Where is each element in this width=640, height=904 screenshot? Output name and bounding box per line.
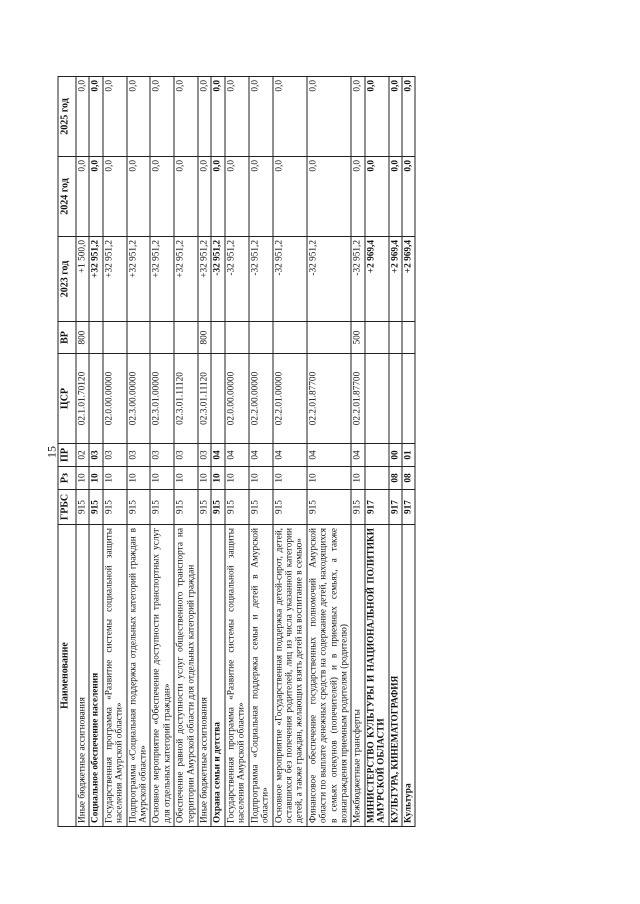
cell-pr: 03 bbox=[89, 444, 102, 467]
cell-vr: 800 bbox=[76, 322, 89, 354]
cell-vr bbox=[103, 322, 127, 354]
cell-2024: 0,0 bbox=[76, 157, 89, 237]
cell-rz: 10 bbox=[103, 467, 127, 490]
cell-vr: 800 bbox=[198, 322, 211, 354]
table-row bbox=[76, 77, 89, 827]
cell-2023: +32 951,2 bbox=[103, 237, 127, 322]
cell-name: МИНИСТЕРСТВО КУЛЬТУРЫ И НАЦИОНАЛЬНОЙ ПОЛИТИКИ АМУРСКОЙ ОБЛАСТИ bbox=[365, 525, 389, 827]
table-row bbox=[307, 77, 352, 827]
cell-rz: 10 bbox=[273, 467, 307, 490]
cell-rz: 10 bbox=[76, 467, 89, 490]
cell-rz: 10 bbox=[211, 467, 224, 490]
cell-name: КУЛЬТУРА, КИНЕМАТОГРАФИЯ bbox=[389, 525, 402, 827]
cell-2023: +32 951,2 bbox=[127, 237, 151, 322]
cell-csr: 02.2.00.00000 bbox=[249, 354, 273, 444]
cell-pr: 04 bbox=[249, 444, 273, 467]
cell-2023: -32 951,2 bbox=[249, 237, 273, 322]
cell-2023: -32 951,2 bbox=[273, 237, 307, 322]
cell-rz: 10 bbox=[150, 467, 174, 490]
col-header-name: Наименование bbox=[58, 525, 76, 827]
cell-2024: 0,0 bbox=[103, 157, 127, 237]
cell-2024: 0,0 bbox=[89, 157, 102, 237]
cell-csr: 02.0.00.00000 bbox=[103, 354, 127, 444]
cell-pr bbox=[365, 444, 389, 467]
cell-vr bbox=[273, 322, 307, 354]
cell-vr bbox=[127, 322, 151, 354]
cell-2024: 0,0 bbox=[174, 157, 198, 237]
cell-2024: 0,0 bbox=[402, 157, 415, 237]
cell-vr bbox=[365, 322, 389, 354]
cell-grbs: 915 bbox=[225, 490, 249, 525]
col-header-pr: ПР bbox=[58, 444, 76, 467]
cell-2025: 0,0 bbox=[174, 77, 198, 157]
cell-pr: 03 bbox=[150, 444, 174, 467]
cell-name: Культура bbox=[402, 525, 415, 827]
cell-2024: 0,0 bbox=[307, 157, 352, 237]
cell-grbs: 915 bbox=[103, 490, 127, 525]
cell-rz: 10 bbox=[89, 467, 102, 490]
cell-name: Иные бюджетные ассигнования bbox=[198, 525, 211, 827]
col-header-rz: Рз bbox=[58, 467, 76, 490]
cell-csr bbox=[211, 354, 224, 444]
cell-2023: +32 951,2 bbox=[89, 237, 102, 322]
cell-pr: 00 bbox=[389, 444, 402, 467]
cell-2025: 0,0 bbox=[249, 77, 273, 157]
cell-2025: 0,0 bbox=[389, 77, 402, 157]
cell-2024: 0,0 bbox=[351, 157, 364, 237]
cell-2023: +32 951,2 bbox=[174, 237, 198, 322]
cell-csr: 02.3.01.11120 bbox=[174, 354, 198, 444]
cell-2023: -32 951,2 bbox=[307, 237, 352, 322]
cell-2024: 0,0 bbox=[249, 157, 273, 237]
cell-vr bbox=[211, 322, 224, 354]
col-header-2024: 2024 год bbox=[58, 157, 76, 237]
cell-grbs: 915 bbox=[211, 490, 224, 525]
cell-pr: 03 bbox=[174, 444, 198, 467]
cell-2025: 0,0 bbox=[365, 77, 389, 157]
cell-vr: 500 bbox=[351, 322, 364, 354]
page-number: 15 bbox=[44, 446, 59, 458]
cell-rz: 08 bbox=[389, 467, 402, 490]
cell-2023: -32 951,2 bbox=[225, 237, 249, 322]
cell-pr: 04 bbox=[211, 444, 224, 467]
cell-rz: 08 bbox=[402, 467, 415, 490]
cell-2025: 0,0 bbox=[103, 77, 127, 157]
cell-2023: +32 951,2 bbox=[198, 237, 211, 322]
cell-2023: +2 969,4 bbox=[365, 237, 389, 322]
table-row bbox=[365, 77, 389, 827]
cell-csr: 02.2.01.87700 bbox=[307, 354, 352, 444]
cell-grbs: 915 bbox=[198, 490, 211, 525]
rotated-table-container bbox=[58, 77, 583, 827]
cell-grbs: 915 bbox=[307, 490, 352, 525]
cell-rz: 10 bbox=[198, 467, 211, 490]
cell-pr: 02 bbox=[76, 444, 89, 467]
cell-2025: 0,0 bbox=[351, 77, 364, 157]
cell-name: Охрана семьи и детства bbox=[211, 525, 224, 827]
cell-grbs: 915 bbox=[89, 490, 102, 525]
cell-2025: 0,0 bbox=[225, 77, 249, 157]
cell-name: Обеспечение равной доступности услуг общественного транспорта на территории Амурской области для отдельных категорий граждан bbox=[174, 525, 198, 827]
cell-2024: 0,0 bbox=[365, 157, 389, 237]
cell-name: Иные бюджетные ассигнования bbox=[76, 525, 89, 827]
cell-2025: 0,0 bbox=[307, 77, 352, 157]
cell-2025: 0,0 bbox=[211, 77, 224, 157]
cell-name: Подпрограмма «Социальная поддержка семьи и детей в Амурской области» bbox=[249, 525, 273, 827]
cell-pr: 03 bbox=[127, 444, 151, 467]
cell-grbs: 917 bbox=[402, 490, 415, 525]
table-row bbox=[89, 77, 102, 827]
cell-rz: 10 bbox=[249, 467, 273, 490]
cell-pr: 04 bbox=[307, 444, 352, 467]
table-row bbox=[273, 77, 307, 827]
cell-name: Подпрограмма «Социальная поддержка отдельных категорий граждан в Амурской области» bbox=[127, 525, 151, 827]
cell-rz: 10 bbox=[351, 467, 364, 490]
cell-2024: 0,0 bbox=[127, 157, 151, 237]
cell-vr bbox=[402, 322, 415, 354]
cell-pr: 03 bbox=[103, 444, 127, 467]
cell-csr: 02.3.01.00000 bbox=[150, 354, 174, 444]
table-body bbox=[76, 77, 415, 827]
cell-rz bbox=[365, 467, 389, 490]
cell-vr bbox=[174, 322, 198, 354]
cell-name: Финансовое обеспечение государственных полномочий Амурской области по выплате денежных средств на содержание детей, находящихся в семьях опекунов (попечителей) и в приемных семьях, а также вознаграждения приемным родителям (родителю) bbox=[307, 525, 352, 827]
cell-rz: 10 bbox=[307, 467, 352, 490]
col-header-2025: 2025 год bbox=[58, 77, 76, 157]
table-row bbox=[389, 77, 402, 827]
cell-grbs: 915 bbox=[150, 490, 174, 525]
budget-table bbox=[58, 76, 416, 827]
cell-csr bbox=[402, 354, 415, 444]
table-row bbox=[174, 77, 198, 827]
table-row bbox=[198, 77, 211, 827]
cell-rz: 10 bbox=[225, 467, 249, 490]
col-header-grbs: ГРБС bbox=[58, 490, 76, 525]
cell-grbs: 915 bbox=[273, 490, 307, 525]
cell-2024: 0,0 bbox=[389, 157, 402, 237]
cell-2023: -32 951,2 bbox=[211, 237, 224, 322]
header-row bbox=[58, 77, 76, 827]
table-row bbox=[211, 77, 224, 827]
cell-vr bbox=[307, 322, 352, 354]
col-header-2023: 2023 год bbox=[58, 237, 76, 322]
cell-grbs: 915 bbox=[249, 490, 273, 525]
cell-pr: 04 bbox=[351, 444, 364, 467]
cell-vr bbox=[389, 322, 402, 354]
cell-2025: 0,0 bbox=[150, 77, 174, 157]
cell-csr: 02.2.01.00000 bbox=[273, 354, 307, 444]
cell-2023: +32 951,2 bbox=[150, 237, 174, 322]
cell-2024: 0,0 bbox=[211, 157, 224, 237]
cell-grbs: 917 bbox=[365, 490, 389, 525]
cell-2023: -32 951,2 bbox=[351, 237, 364, 322]
cell-pr: 03 bbox=[198, 444, 211, 467]
cell-name: Государственная программа «Развитие системы социальной защиты населения Амурской области» bbox=[225, 525, 249, 827]
cell-2024: 0,0 bbox=[225, 157, 249, 237]
cell-grbs: 915 bbox=[76, 490, 89, 525]
cell-2024: 0,0 bbox=[273, 157, 307, 237]
cell-pr: 01 bbox=[402, 444, 415, 467]
col-header-csr: ЦСР bbox=[58, 354, 76, 444]
table-row bbox=[351, 77, 364, 827]
table-row bbox=[225, 77, 249, 827]
table-row bbox=[402, 77, 415, 827]
cell-vr bbox=[249, 322, 273, 354]
cell-vr bbox=[150, 322, 174, 354]
col-header-vr: ВР bbox=[58, 322, 76, 354]
cell-2025: 0,0 bbox=[127, 77, 151, 157]
cell-2025: 0,0 bbox=[76, 77, 89, 157]
cell-grbs: 915 bbox=[127, 490, 151, 525]
table-row bbox=[249, 77, 273, 827]
cell-2023: +2 969,4 bbox=[402, 237, 415, 322]
cell-pr: 04 bbox=[225, 444, 249, 467]
cell-2024: 0,0 bbox=[150, 157, 174, 237]
cell-rz: 10 bbox=[127, 467, 151, 490]
cell-rz: 10 bbox=[174, 467, 198, 490]
cell-csr bbox=[89, 354, 102, 444]
cell-name: Основное мероприятие «Государственная поддержка детей-сирот, детей, оставшихся без попечения родителей, лиц из числа указанной категории детей, а также граждан, желающих взять детей на воспитание в семью» bbox=[273, 525, 307, 827]
cell-csr: 02.3.00.00000 bbox=[127, 354, 151, 444]
table-row bbox=[103, 77, 127, 827]
cell-2025: 0,0 bbox=[89, 77, 102, 157]
cell-2023: +2 969,4 bbox=[389, 237, 402, 322]
cell-csr: 02.1.01.70120 bbox=[76, 354, 89, 444]
cell-csr: 02.3.01.11120 bbox=[198, 354, 211, 444]
cell-2025: 0,0 bbox=[402, 77, 415, 157]
cell-2025: 0,0 bbox=[273, 77, 307, 157]
cell-grbs: 915 bbox=[351, 490, 364, 525]
table-row bbox=[150, 77, 174, 827]
cell-2024: 0,0 bbox=[198, 157, 211, 237]
table-row bbox=[127, 77, 151, 827]
cell-csr bbox=[389, 354, 402, 444]
cell-grbs: 915 bbox=[174, 490, 198, 525]
cell-name: Межбюджетные трансферты bbox=[351, 525, 364, 827]
cell-name: Государственная программа «Развитие системы социальной защиты населения Амурской области» bbox=[103, 525, 127, 827]
cell-pr: 04 bbox=[273, 444, 307, 467]
cell-csr bbox=[365, 354, 389, 444]
cell-csr: 02.2.01.87700 bbox=[351, 354, 364, 444]
cell-name: Основное мероприятие «Обеспечение доступности транспортных услуг для отдельных категорий граждан» bbox=[150, 525, 174, 827]
cell-csr: 02.0.00.00000 bbox=[225, 354, 249, 444]
cell-2023: +1 500,0 bbox=[76, 237, 89, 322]
cell-2025: 0,0 bbox=[198, 77, 211, 157]
cell-grbs: 917 bbox=[389, 490, 402, 525]
cell-vr bbox=[89, 322, 102, 354]
cell-name: Социальное обеспечение населения bbox=[89, 525, 102, 827]
cell-vr bbox=[225, 322, 249, 354]
